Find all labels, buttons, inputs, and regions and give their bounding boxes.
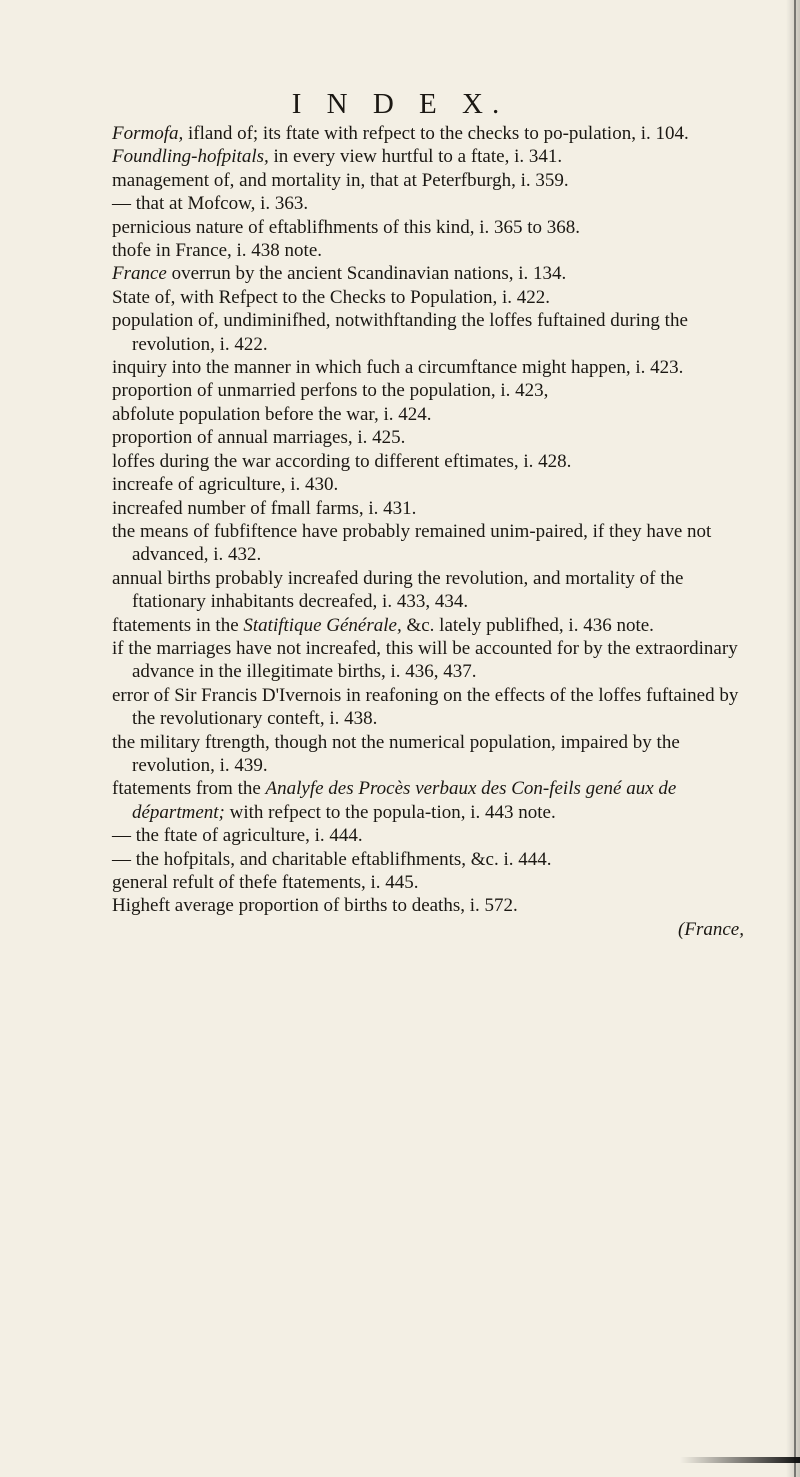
index-subentry: general refult of thefe ftatements, i. 445.: [112, 872, 419, 893]
index-subentry: State of, with Refpect to the Checks to Population, i. 422.: [112, 286, 550, 308]
page-edge: [794, 0, 796, 1477]
index-subentry: the military ftrength, though not the numerical population, impaired by the revolution, i. 439.: [112, 731, 680, 776]
index-subentry: thofe in France, i. 438 note.: [112, 240, 323, 262]
entry-text: ftatements from the: [112, 778, 266, 800]
index-subentry: [112, 614, 752, 637]
entry-text: ftatements in the: [112, 614, 244, 636]
index-subentry: Higheft average proportion of births to deaths, i. 572.: [112, 895, 518, 917]
entry-italic-title: Statiftique Générale,: [243, 614, 402, 636]
index-subentry: the means of fubfiftence have probably remained unim-paired, if they have not advanced, i. 432.: [112, 520, 712, 566]
index-entry: [112, 122, 752, 145]
index-subentry: pernicious nature of eftablifhments of this kind, i. 365 to 368.: [112, 216, 581, 238]
entry-italic-title: Analyfe des Procès verbaux des Con-feils gené aux de départment;: [132, 778, 677, 823]
index-entry: [112, 262, 752, 285]
index-subentry: — the ftate of agriculture, i. 444.: [112, 825, 363, 847]
entry-text: with refpect to the popula-tion, i. 443 note.: [224, 801, 556, 823]
index-subentry: annual births probably increafed during the revolution, and mortality of the ftationary inhabitants decreafed, i. 433, 434.: [112, 567, 684, 613]
index-subentry: loffes during the war according to different eftimates, i. 428.: [112, 450, 572, 472]
index-subentry: management of, and mortality in, that at Peterfburgh, i. 359.: [112, 169, 569, 191]
index-entries: [112, 122, 752, 941]
entry-term: Formofa,: [112, 123, 184, 144]
entry-text: overrun by the ancient Scandinavian nations, i. 134.: [166, 263, 567, 285]
entry-text: &c. lately publifhed, i. 436 note.: [401, 614, 654, 636]
index-entry: [112, 145, 752, 168]
index-subentry: [112, 777, 752, 824]
entry-text: in every view hurtful to a ftate, i. 341.: [268, 146, 563, 168]
index-subentry: proportion of unmarried perfons to the population, i. 423,: [112, 380, 549, 402]
index-subentry: population of, undiminifhed, notwithftanding the loffes fuftained during the revolution, i. 422.: [112, 310, 688, 355]
entry-term: Foundling-hofpitals,: [112, 146, 269, 168]
entry-term: France: [112, 263, 167, 285]
index-subentry: abfolute population before the war, i. 424.: [112, 403, 432, 425]
index-subentry: proportion of annual marriages, i. 425.: [112, 427, 406, 449]
index-subentry: if the marriages have not increafed, this will be accounted for by the extraordinary advance in the illegitimate births, i. 436, 437.: [112, 637, 738, 683]
index-subentry: increafed number of fmall farms, i. 431.: [112, 497, 417, 519]
index-subentry: increafe of agriculture, i. 430.: [112, 474, 339, 496]
entry-text: ifland of; its ftate with refpect to the checks to po-pulation, i. 104.: [183, 123, 689, 144]
index-subentry: error of Sir Francis D'Ivernois in reafoning on the effects of the loffes fuftained by the revolutionary conteft, i. 438.: [112, 684, 739, 730]
binding-mark: [680, 1457, 800, 1463]
index-subentry: inquiry into the manner in which fuch a circumftance might happen, i. 423.: [112, 357, 684, 379]
catchword: (France,: [678, 918, 744, 940]
page-title: I N D E X.: [291, 88, 509, 120]
index-subentry: — the hofpitals, and charitable eftablifhments, &c. i. 444.: [112, 848, 552, 870]
page-shadow: [786, 0, 800, 1477]
index-subentry: — that at Mofcow, i. 363.: [112, 193, 309, 215]
